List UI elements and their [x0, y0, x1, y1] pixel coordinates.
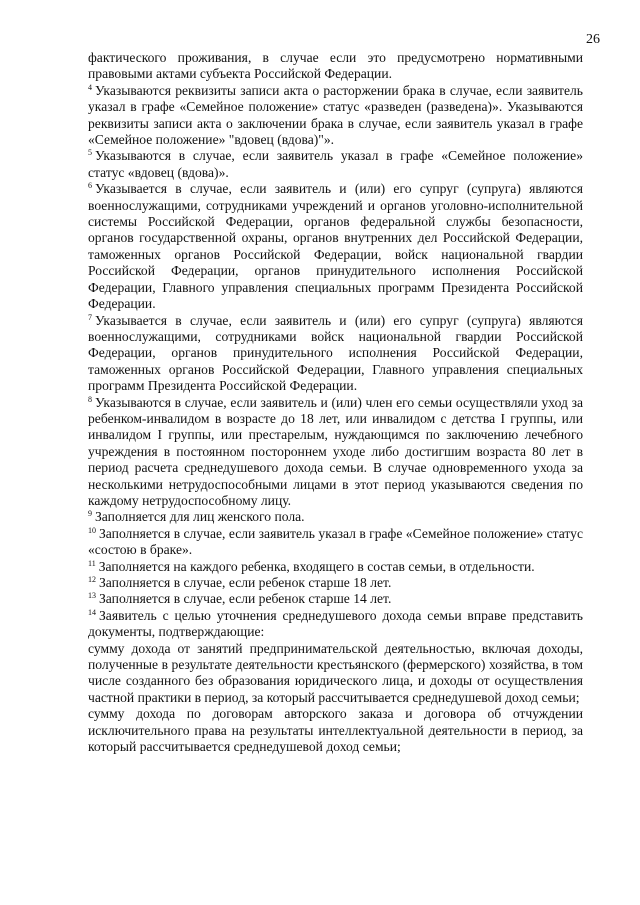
footnote-9: [88, 509, 583, 525]
footnote-marker: 10: [88, 525, 96, 535]
footnote-text: Заполняется для лиц женского пола.: [95, 509, 305, 525]
footnote-text: Указывается в случае, если заявитель и (или) его супруг (супруга) являются военнослужащими, сотрудниками войск национальной гвардии Российской Федерации, органов принудительного исполнения Российской Федерации, таможенных органов Российской Федерации, Главного управления специальных программ Президента Российской Федерации.: [88, 312, 583, 394]
footnote-marker: 4: [88, 82, 92, 92]
footnote-marker: 13: [88, 591, 96, 601]
footnote-marker: 14: [88, 607, 96, 617]
document-body: [88, 50, 583, 755]
footnote-13: [88, 591, 583, 607]
footnote-11: [88, 559, 583, 575]
footnote-marker: 8: [88, 394, 92, 404]
footnote-7: [88, 313, 583, 395]
footnote-text: Заявитель с целью уточнения среднедушевого дохода семьи вправе представить документы, подтверждающие:: [88, 607, 583, 640]
footnote-8: [88, 395, 583, 510]
footnote-12: [88, 575, 583, 591]
footnote-text: фактического проживания, в случае если это предусмотрено нормативными правовыми актами субъекта Российской Федерации.: [88, 50, 583, 82]
footnote-6: [88, 181, 583, 312]
footnote-marker: 7: [88, 312, 92, 322]
footnote-5: [88, 148, 583, 181]
footnote-text: Заполняется в случае, если ребенок старше 18 лет.: [99, 575, 392, 590]
footnote-14: [88, 608, 583, 641]
footnote-marker: 5: [88, 148, 92, 158]
footnote-continuation: [88, 50, 583, 83]
footnote-text: Указываются в случае, если заявитель указал в графе «Семейное положение» статус «вдовец (вдова)».: [88, 148, 583, 180]
footnote-text: Указываются реквизиты записи акта о расторжении брака в случае, если заявитель указал в графе «Семейное положение» статус «разведен (разведена)». Указываются реквизиты записи акта о заключении брака в случае, если заявитель указал в графе «Семейное положение» "вдовец (вдова)"».: [88, 82, 583, 148]
footnote-marker: 11: [88, 558, 96, 568]
footnote-marker: 9: [88, 509, 92, 519]
footnote-text: Указываются в случае, если заявитель и (или) член его семьи осуществляли уход за ребенком-инвалидом в возрасте до 18 лет, или инвалидом с детства I группы, или инвалидом I группы, или престарелым, нуждающимся по заключению лечебного учреждения в постоянном постороннем уходе либо достигшим возраста 80 лет в период расчета среднедушевого дохода семьи. В случае одновременного ухода за несколькими нетрудоспособными лицами в этот период указываются сведения по каждому нетрудоспособному лицу.: [88, 394, 583, 508]
footnote-4: [88, 83, 583, 149]
footnote-marker: 12: [88, 575, 96, 584]
document-paragraph: сумму дохода от занятий предпринимательской деятельностью, включая доходы, полученные в результате деятельности крестьянского (фермерского) хозяйства, в том числе созданного без образования юридического лица, и доходы от осуществления частной практики в период, за который рассчитывается среднедушевой доход семьи;: [88, 640, 583, 705]
footnote-text: Заполняется в случае, если ребенок старше 14 лет.: [99, 591, 392, 607]
footnote-marker: 6: [88, 181, 92, 191]
footnote-text: Указывается в случае, если заявитель и (или) его супруг (супруга) являются военнослужащими, сотрудниками учреждений и органов уголовно-исполнительной системы Российской Федерации, органов федеральной службы безопасности, органов государственной охраны, органов внутренних дел Российской Федерации, таможенных органов Российской Федерации, войск национальной гвардии Российской Федерации, органов принудительного исполнения Российской Федерации, Главного управления специальных программ Президента Российской Федерации.: [88, 181, 583, 312]
document-paragraph: сумму дохода по договорам авторского заказа и договора об отчуждении исключительного права на результаты интеллектуальной деятельности в период, за который рассчитывается среднедушевой доход семьи;: [88, 706, 583, 755]
footnote-text: Заполняется в случае, если заявитель указал в графе «Семейное положение» статус «состою в браке».: [88, 525, 584, 558]
footnote-10: [88, 526, 583, 559]
footnote-text: Заполняется на каждого ребенка, входящего в состав семьи, в отдельности.: [98, 558, 535, 574]
page-number: 26: [586, 32, 600, 47]
